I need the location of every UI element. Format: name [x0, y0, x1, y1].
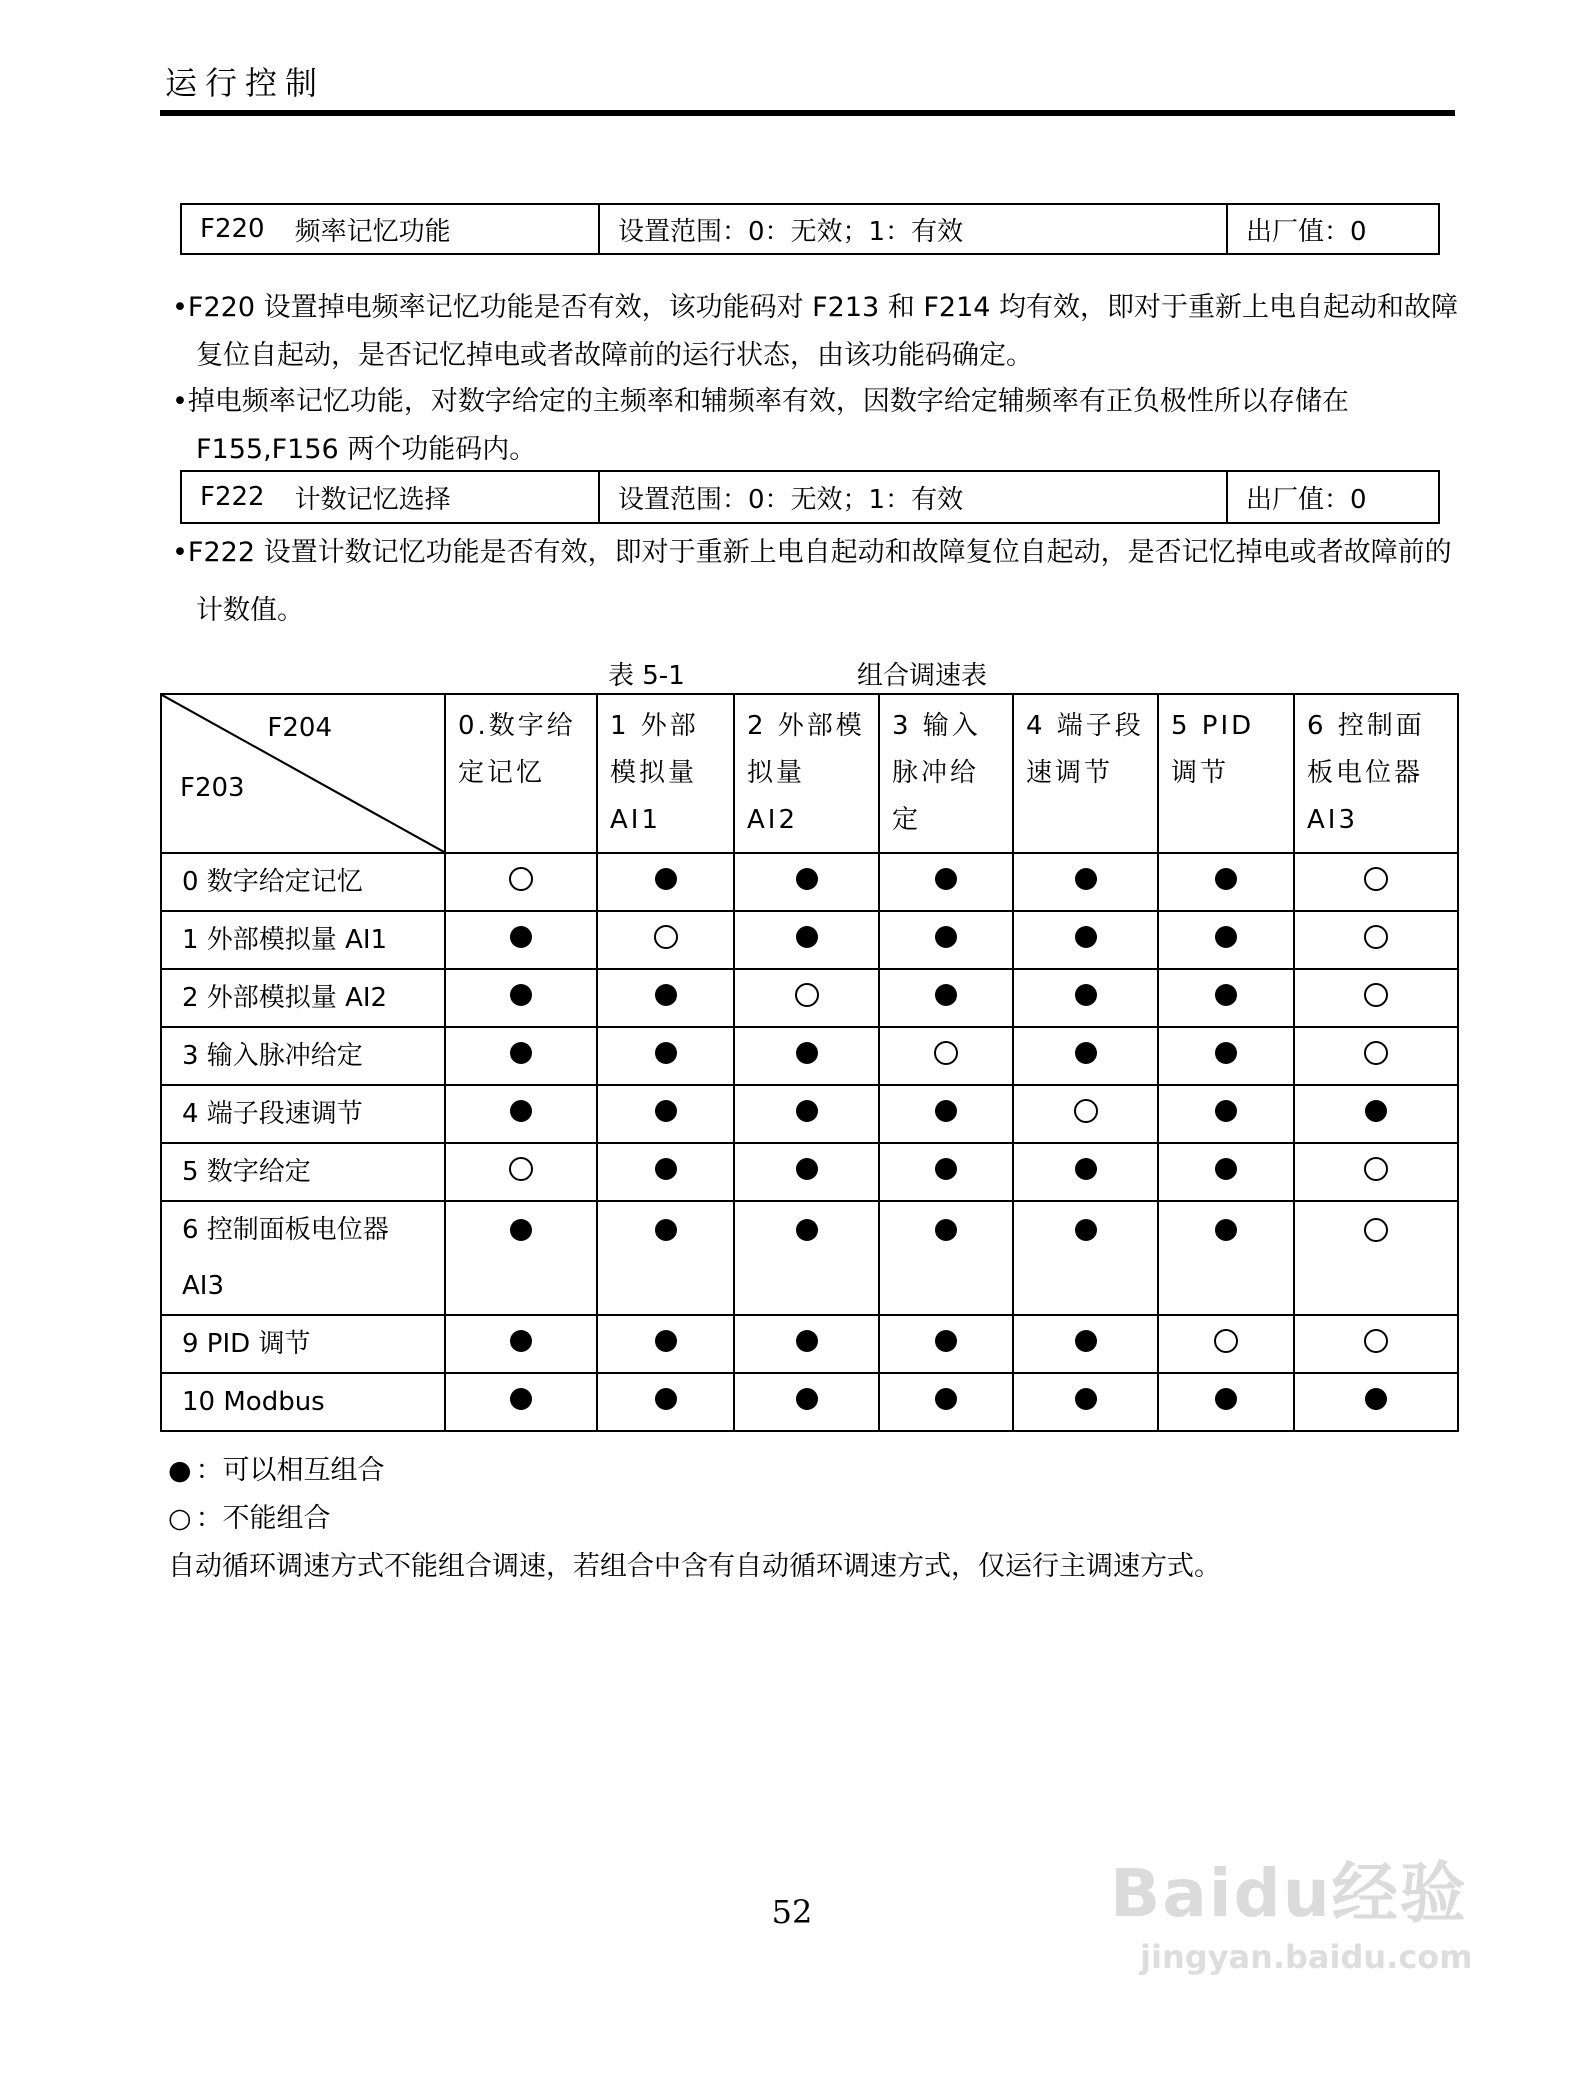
table-cell [1294, 969, 1458, 1027]
row-label: 3 输入脉冲给定 [161, 1027, 445, 1085]
filled-circle-icon [1215, 1388, 1237, 1410]
empty-circle-icon [1364, 925, 1388, 949]
table-cell [1013, 1143, 1158, 1201]
filled-circle-icon [1075, 1388, 1097, 1410]
filled-circle-icon [655, 984, 677, 1006]
param-f222-name-cell [182, 472, 600, 522]
filled-circle-icon [1075, 1042, 1097, 1064]
filled-circle-icon [1075, 1219, 1097, 1241]
watermark-logo: Baidu经验 [1110, 1855, 1468, 1932]
header-rule [160, 110, 1455, 116]
filled-circle-icon [935, 1388, 957, 1410]
table-cell [1294, 911, 1458, 969]
filled-circle-icon [1215, 1042, 1237, 1064]
filled-circle-icon [1215, 926, 1237, 948]
table-cell [1294, 853, 1458, 911]
filled-circle-icon [935, 1158, 957, 1180]
filled-circle-icon [1075, 984, 1097, 1006]
filled-circle-icon [796, 868, 818, 890]
table-cell [1158, 1027, 1294, 1085]
filled-circle-icon [655, 1219, 677, 1241]
table-cell [597, 911, 734, 969]
table-row [161, 1201, 1458, 1315]
filled-circle-icon [796, 1100, 818, 1122]
filled-circle-icon [1365, 1100, 1387, 1122]
filled-circle-icon [510, 1388, 532, 1410]
table-cell [1294, 1085, 1458, 1143]
empty-circle-icon [1364, 1157, 1388, 1181]
column-header: 3 输入脉冲给定 [879, 694, 1013, 853]
table-cell [734, 1315, 879, 1373]
table-row [161, 911, 1458, 969]
legend-filled-text: ：可以相互组合 [195, 1455, 385, 1486]
table-cell [597, 1143, 734, 1201]
filled-circle-icon [1075, 1158, 1097, 1180]
filled-circle-icon [796, 1042, 818, 1064]
empty-circle-icon [1364, 1329, 1388, 1353]
filled-circle-icon [935, 1100, 957, 1122]
paragraph-f220-desc: •F220 设置掉电频率记忆功能是否有效，该功能码对 F213 和 F214 均有效，即对于重新上电自起动和故障复位自起动，是否记忆掉电或者故障前的运行状态，由该功能码确定。 [172, 292, 1459, 371]
filled-circle-icon [510, 1330, 532, 1352]
legend-empty [168, 1495, 331, 1543]
filled-circle-icon [1075, 1330, 1097, 1352]
empty-circle-icon [509, 1157, 533, 1181]
empty-circle-icon [795, 983, 819, 1007]
table-cell [597, 969, 734, 1027]
table-cell [879, 1085, 1013, 1143]
filled-circle-icon: ● [168, 1455, 192, 1486]
table-row [161, 969, 1458, 1027]
table-cell [879, 1143, 1013, 1201]
empty-circle-icon [1364, 983, 1388, 1007]
filled-circle-icon [796, 1219, 818, 1241]
legend-note: 自动循环调速方式不能组合调速，若组合中含有自动循环调速方式，仅运行主调速方式。 [168, 1551, 1221, 1582]
column-header: 4 端子段速调节 [1013, 694, 1158, 853]
row-label: 4 端子段速调节 [161, 1085, 445, 1143]
filled-circle-icon [510, 926, 532, 948]
table-cell [734, 853, 879, 911]
row-label: 0 数字给定记忆 [161, 853, 445, 911]
empty-circle-icon [1364, 867, 1388, 891]
param-f220-range: 设置范围：0：无效；1：有效 [600, 205, 1228, 253]
table-cell [445, 1027, 597, 1085]
baidu-watermark [1110, 1840, 1473, 1990]
param-f220-name: 频率记忆功能 [294, 216, 451, 247]
table-cell [1013, 1315, 1158, 1373]
table-caption-title: 组合调速表 [857, 661, 988, 691]
table-cell [445, 911, 597, 969]
table-cell [445, 1143, 597, 1201]
filled-circle-icon [1075, 926, 1097, 948]
empty-circle-icon [509, 867, 533, 891]
param-f222-default: 出厂值：0 [1246, 484, 1367, 515]
table-cell [1294, 1315, 1458, 1373]
filled-circle-icon [796, 1388, 818, 1410]
table-row [161, 1373, 1458, 1431]
table-cell [1158, 969, 1294, 1027]
table-cell [597, 1315, 734, 1373]
table-cell [1013, 1085, 1158, 1143]
table-cell [734, 1373, 879, 1431]
table-body [161, 853, 1458, 1431]
filled-circle-icon [655, 868, 677, 890]
param-f220-code: F220 [200, 214, 265, 244]
table-cell [879, 853, 1013, 911]
table-cell [597, 1373, 734, 1431]
table-cell [734, 1143, 879, 1201]
row-label: 9 PID 调节 [161, 1315, 445, 1373]
column-header: 6 控制面板电位器 AI3 [1294, 694, 1458, 853]
filled-circle-icon [935, 1330, 957, 1352]
table-cell [597, 853, 734, 911]
table-cell [879, 1201, 1013, 1315]
empty-circle-icon [934, 1041, 958, 1065]
table-cell [1294, 1027, 1458, 1085]
table-cell [445, 1085, 597, 1143]
table-cell [445, 1201, 597, 1315]
filled-circle-icon [935, 1219, 957, 1241]
table-cell [597, 1027, 734, 1085]
table-cell [879, 911, 1013, 969]
param-f222-code: F222 [200, 482, 265, 512]
param-f222-range: 设置范围：0：无效；1：有效 [600, 472, 1228, 522]
table-cell [734, 911, 879, 969]
param-box-f220 [180, 203, 1440, 255]
table-cell [1158, 1085, 1294, 1143]
column-header: 5 PID 调节 [1158, 694, 1294, 853]
param-f220-default: 出厂值：0 [1246, 216, 1367, 247]
filled-circle-icon [1365, 1388, 1387, 1410]
filled-circle-icon [1215, 1219, 1237, 1241]
table-cell [1158, 1373, 1294, 1431]
column-header: 2 外部模拟量 AI2 [734, 694, 879, 853]
table-cell [734, 1085, 879, 1143]
param-box-f222 [180, 470, 1440, 524]
empty-circle-icon [1364, 1218, 1388, 1242]
table-cell [734, 1201, 879, 1315]
page-header-title: 运行控制 [165, 64, 326, 102]
table-cell [1294, 1143, 1458, 1201]
empty-circle-icon [1364, 1041, 1388, 1065]
column-header: 1 外部模拟量 AI1 [597, 694, 734, 853]
combination-table [160, 693, 1459, 1432]
filled-circle-icon [510, 1042, 532, 1064]
row-label: 6 控制面板电位器 AI3 [161, 1201, 445, 1315]
filled-circle-icon [796, 1158, 818, 1180]
table-cell [445, 1315, 597, 1373]
row-label: 5 数字给定 [161, 1143, 445, 1201]
empty-circle-icon [1214, 1329, 1238, 1353]
table-cell [879, 969, 1013, 1027]
filled-circle-icon [1215, 868, 1237, 890]
corner-label-f203: F203 [180, 773, 245, 803]
table-cell [734, 969, 879, 1027]
table-cell [1013, 969, 1158, 1027]
filled-circle-icon [655, 1158, 677, 1180]
page-number: 52 [771, 1893, 813, 1931]
row-label: 2 外部模拟量 AI2 [161, 969, 445, 1027]
filled-circle-icon [510, 984, 532, 1006]
table-cell [879, 1315, 1013, 1373]
param-f222-name: 计数记忆选择 [294, 484, 451, 515]
filled-circle-icon [935, 926, 957, 948]
table-cell [597, 1201, 734, 1315]
table-header-row [161, 694, 1458, 853]
table-cell [879, 1373, 1013, 1431]
row-label: 10 Modbus [161, 1373, 445, 1431]
table-cell [1013, 1027, 1158, 1085]
table-cell [1158, 911, 1294, 969]
table-cell [1013, 1201, 1158, 1315]
table-row [161, 1315, 1458, 1373]
filled-circle-icon [1215, 1158, 1237, 1180]
table-row [161, 853, 1458, 911]
filled-circle-icon [935, 984, 957, 1006]
column-header: 0.数字给定记忆 [445, 694, 597, 853]
legend-empty-text: ：不能组合 [195, 1503, 331, 1534]
table-cell [734, 1027, 879, 1085]
filled-circle-icon [655, 1330, 677, 1352]
row-label: 1 外部模拟量 AI1 [161, 911, 445, 969]
filled-circle-icon [655, 1042, 677, 1064]
table-row [161, 1027, 1458, 1085]
filled-circle-icon [1215, 1100, 1237, 1122]
table-cell [1158, 1143, 1294, 1201]
filled-circle-icon [1075, 868, 1097, 890]
filled-circle-icon [510, 1100, 532, 1122]
table-cell [445, 969, 597, 1027]
table-cell [879, 1027, 1013, 1085]
table-cell [445, 853, 597, 911]
table-cell [1294, 1201, 1458, 1315]
table-cell [445, 1373, 597, 1431]
filled-circle-icon [510, 1219, 532, 1241]
empty-circle-icon [654, 925, 678, 949]
filled-circle-icon [796, 926, 818, 948]
empty-circle-icon: ○ [168, 1503, 192, 1534]
watermark-url: jingyan.baidu.com [1140, 1938, 1473, 1976]
filled-circle-icon [655, 1388, 677, 1410]
table-cell [1158, 853, 1294, 911]
paragraph-f222-desc: •F222 设置计数记忆功能是否有效，即对于重新上电自起动和故障复位自起动，是否记忆掉电或者故障前的计数值。 [172, 537, 1452, 626]
table-cell [597, 1085, 734, 1143]
param-f220-name-cell [182, 205, 600, 253]
filled-circle-icon [935, 868, 957, 890]
table-cell [1158, 1315, 1294, 1373]
table-row [161, 1085, 1458, 1143]
table-cell [1294, 1373, 1458, 1431]
filled-circle-icon [1215, 984, 1237, 1006]
table-cell [1013, 1373, 1158, 1431]
table-cell [1013, 911, 1158, 969]
table-cell [1158, 1201, 1294, 1315]
empty-circle-icon [1074, 1099, 1098, 1123]
corner-label-f204: F204 [267, 713, 332, 743]
table-caption-number: 表 5-1 [608, 661, 685, 691]
filled-circle-icon [655, 1100, 677, 1122]
filled-circle-icon [796, 1330, 818, 1352]
table-corner-cell [161, 694, 445, 853]
legend-filled [168, 1447, 385, 1495]
paragraph-memory-desc: •掉电频率记忆功能，对数字给定的主频率和辅频率有效，因数字给定辅频率有正负极性所以存储在 F155,F156 两个功能码内。 [172, 386, 1349, 465]
table-row [161, 1143, 1458, 1201]
table-cell [1013, 853, 1158, 911]
